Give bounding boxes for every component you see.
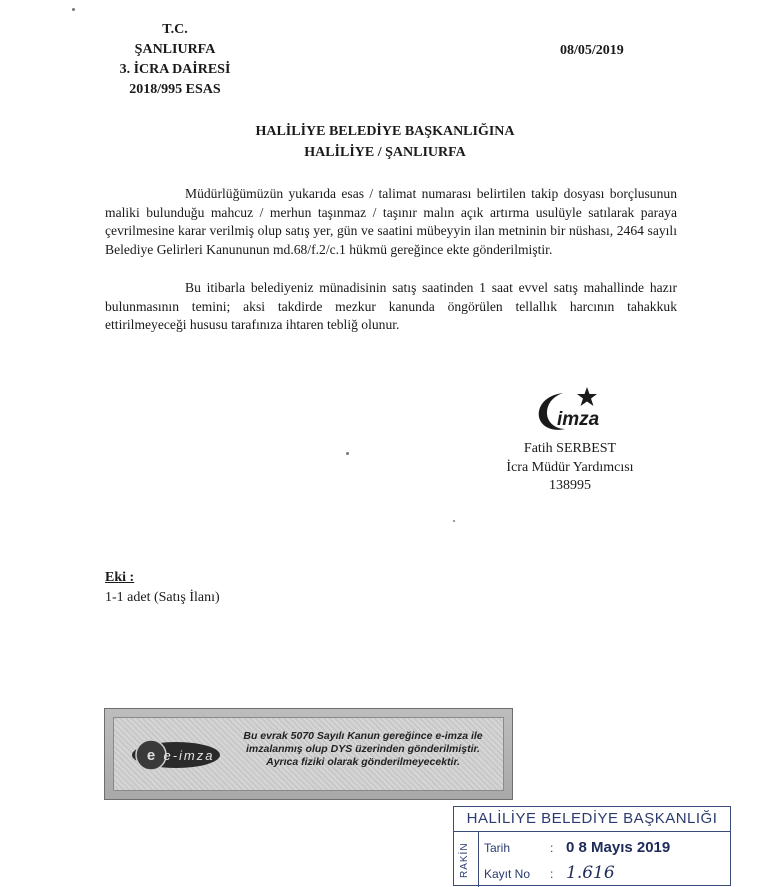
stamp-date-row: Tarih : 0 8 Mayıs 2019	[484, 839, 671, 856]
eimza-notice-box	[104, 708, 513, 800]
signature-crescent-star-logo	[533, 385, 653, 435]
body-paragraph-1-text: Müdürlüğümüzün yukarıda esas / talimat numarası belirtilen takip dosyası borçlusunun maliki bulunduğu mahcuz / merhun taşınmaz / taşınır malın açık artırma usulüyle satılarak paraya çevrilmesine karar verilmiş olup satış yer, gün ve saatini mübeyyin ilan metninin bir nüshası, 2464 sayılı Belediye Gelirleri Kanununun md.68/f.2/c.1 hükmü gereğince ekte gönderilmiştir.	[105, 186, 677, 257]
stamp-date-label: Tarih	[484, 841, 511, 855]
body-paragraph-1	[105, 185, 677, 259]
scan-speck	[346, 452, 349, 455]
eimza-notice-text: Bu evrak 5070 Sayılı Kanun gereğince e-imza ile imzalanmış olup DYS üzerinden gönderilmiştir. Ayrıca fiziki olarak gönderilmeyecektir.	[243, 730, 483, 768]
registration-stamp	[453, 806, 731, 886]
attachment-item: 1-1 adet (Satış İlanı)	[105, 590, 220, 605]
scan-speck	[453, 520, 455, 522]
eimza-logo-text: e-imza	[163, 748, 215, 763]
eimza-logo-icon	[129, 736, 224, 774]
stamp-title: HALİLİYE BELEDİYE BAŞKANLIĞI	[454, 807, 730, 832]
signer-number: 138995	[549, 478, 591, 493]
stamp-side-label: RAKİN	[459, 842, 470, 878]
header-office: 3. İCRA DAİRESİ	[119, 62, 231, 77]
header-country: T.C.	[162, 22, 188, 37]
signer-name: Fatih SERBEST	[523, 441, 617, 456]
signature-logo-text: imza	[557, 409, 600, 430]
header-block	[110, 20, 240, 100]
signer-block	[500, 440, 640, 496]
svg-text:e: e	[146, 747, 156, 764]
stamp-registration-label: Kayıt No	[484, 867, 531, 881]
addressee-line-2: HALİLİYE / ŞANLIURFA	[304, 145, 466, 160]
stamp-registration-row: Kayıt No : 1.616	[484, 863, 615, 883]
header-case-number: 2018/995 ESAS	[129, 82, 221, 97]
stamp-registration-value: 1.616	[566, 863, 615, 883]
signer-title: İcra Müdür Yardımcısı	[506, 459, 634, 475]
stamp-date-value: 0 8 Mayıs 2019	[566, 839, 671, 856]
attachments-label: Eki :	[105, 570, 135, 585]
addressee-line-1: HALİLİYE BELEDİYE BAŞKANLIĞINA	[255, 124, 515, 139]
addressee-block	[150, 121, 620, 163]
document-date: 08/05/2019	[560, 43, 624, 58]
header-city: ŞANLIURFA	[134, 42, 216, 57]
body-paragraph-2	[105, 279, 677, 335]
scan-speck	[72, 8, 75, 11]
body-paragraph-2-text: Bu itibarla belediyeniz münadisinin satış saatinden 1 saat evvel satış mahallinde hazır bulunmasının temini; aksi takdirde mezkur kanunda öngörülen tellallık harcının tahakkuk ettirilmeyeceği hususu tarafınıza ihtaren tebliğ olunur.	[105, 280, 677, 332]
